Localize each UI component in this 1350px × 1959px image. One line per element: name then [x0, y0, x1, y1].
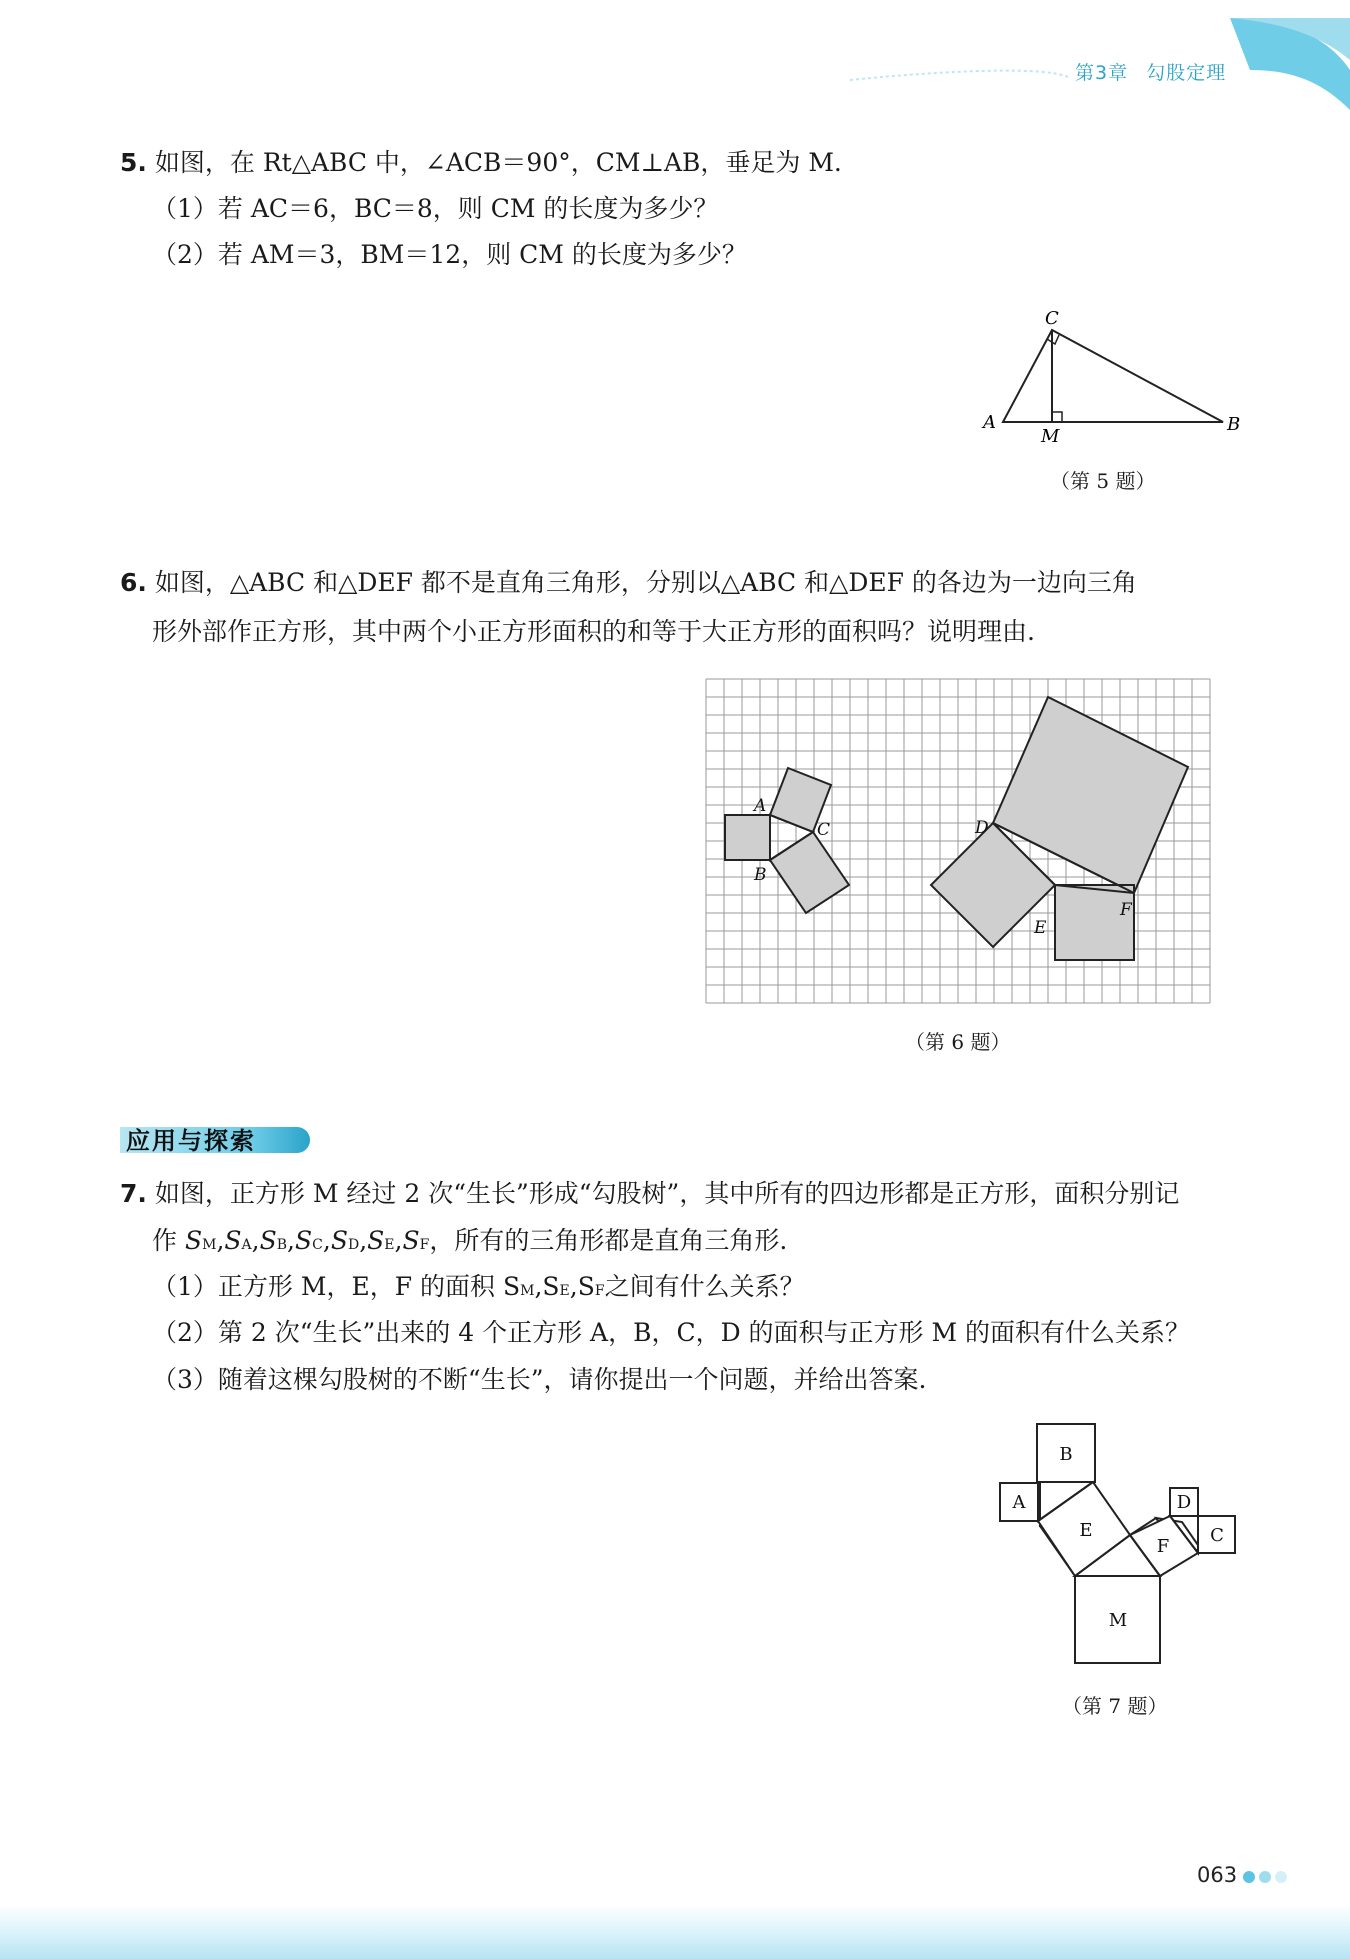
q6-square-bc [770, 832, 849, 913]
q5-right-angle-m [1052, 412, 1062, 422]
q7-part1: （1）正方形 M，E，F 的面积 SM,SE,SF之间有什么关系？ [152, 1272, 805, 1301]
q7-line2-suffix: ，所有的三角形都是直角三角形. [429, 1226, 788, 1255]
page-dot-1 [1243, 1871, 1255, 1883]
area-sub-d: D [347, 1237, 360, 1253]
q5-label-m: M [1041, 426, 1060, 447]
area-s-a: S [224, 1226, 242, 1255]
area-sub-b: B [276, 1237, 288, 1253]
q7-label-m: M [1108, 1610, 1128, 1631]
q7-label-c: C [1210, 1525, 1224, 1546]
area-s-f: S [402, 1226, 420, 1255]
section-heading [120, 1121, 310, 1155]
chapter-header [1075, 58, 1226, 85]
area-s-d: S [330, 1226, 348, 1255]
q7-line1-text: 如图，正方形 M 经过 2 次“生长”形成“勾股树”，其中所有的四边形都是正方形，面积分别记 [154, 1179, 1180, 1208]
q7-part3: （3）随着这棵勾股树的不断“生长”，请你提出一个问题，并给出答案. [152, 1365, 927, 1394]
q7-line1 [120, 1177, 1179, 1211]
q6-grid-figure [700, 675, 1215, 1005]
q6-square-ef [1055, 885, 1134, 960]
q6-label-f: F [1120, 900, 1132, 920]
q7-part1-prefix: （1）正方形 M，E，F 的面积 [152, 1272, 503, 1301]
q5-label-c: C [1045, 308, 1059, 329]
q5-triangle [1003, 330, 1223, 422]
area-sub-e: E [384, 1237, 395, 1253]
q7-label-b: B [1059, 1444, 1073, 1465]
area-s-b: S [259, 1226, 277, 1255]
q6-label-e: E [1034, 918, 1047, 938]
section-heading-text: 应用与探索 [126, 1127, 256, 1155]
page-dot-2 [1259, 1871, 1271, 1883]
q6-label-c: C [817, 820, 831, 840]
page-number: 063 [1197, 1863, 1238, 1887]
q7-part1-suffix: 之间有什么关系？ [604, 1272, 805, 1301]
q7-label-d: D [1176, 1492, 1192, 1513]
page-dot-3 [1275, 1871, 1287, 1883]
area-sub-c: C [312, 1237, 323, 1253]
q5-part2: （2）若 AM＝3，BM＝12，则 CM 的长度为多少？ [152, 240, 747, 269]
header-band [0, 0, 1350, 110]
q6-line1-text: 如图，△ABC 和△DEF 都不是直角三角形，分别以△ABC 和△DEF 的各边为一边向三角 [154, 568, 1137, 597]
footer-band [0, 1905, 1350, 1959]
area-s-e: S [367, 1226, 385, 1255]
q6-square-ab [725, 815, 770, 860]
chapter-number: 第3章 [1075, 62, 1129, 84]
q7-part2: （2）第 2 次“生长”出来的 4 个正方形 A，B，C，D 的面积与正方形 M 的面积有什么关系？ [152, 1318, 1191, 1347]
q6-line1 [120, 566, 1137, 600]
q6-label-a: A [754, 796, 767, 816]
q6-label-b: B [754, 865, 767, 885]
q7-number: 7. [120, 1179, 147, 1208]
q7-label-e: E [1079, 1520, 1093, 1541]
q5-part1: （1）若 AC＝6，BC＝8，则 CM 的长度为多少？ [152, 194, 719, 223]
q7-line2-prefix: 作 [152, 1226, 185, 1255]
q5-caption: （第 5 题） [1050, 469, 1156, 493]
q5-figure [975, 300, 1245, 450]
q5-stem [120, 146, 842, 180]
q5-label-b: B [1227, 414, 1241, 435]
q5-stem-text: 如图，在 Rt△ABC 中，∠ACB＝90°，CM⊥AB，垂足为 M. [154, 148, 842, 177]
q6-shapes [725, 697, 1188, 960]
area-s-m: S [184, 1226, 203, 1255]
area-sub-f: F [419, 1237, 430, 1253]
q6-caption: （第 6 题） [905, 1030, 1011, 1054]
q6-line2: 形外部作正方形，其中两个小正方形面积的和等于大正方形的面积吗？说明理由. [152, 617, 1035, 646]
q6-number: 6. [120, 568, 147, 597]
q5-label-a: A [983, 412, 996, 433]
q7-label-f: F [1156, 1536, 1170, 1557]
chapter-title: 勾股定理 [1146, 62, 1227, 84]
q7-pythagoras-tree [990, 1418, 1250, 1668]
q7-label-a: A [1012, 1492, 1026, 1513]
area-s-c: S [295, 1226, 313, 1255]
q7-caption: （第 7 题） [1062, 1694, 1168, 1718]
q7-line2: 作 SM,SA,SB,SC,SD,SE,SF，所有的三角形都是直角三角形. [152, 1226, 788, 1255]
area-sub-m: M [202, 1237, 217, 1253]
q5-number: 5. [120, 148, 147, 177]
q6-label-d: D [975, 818, 989, 838]
area-sub-a: A [241, 1237, 252, 1253]
